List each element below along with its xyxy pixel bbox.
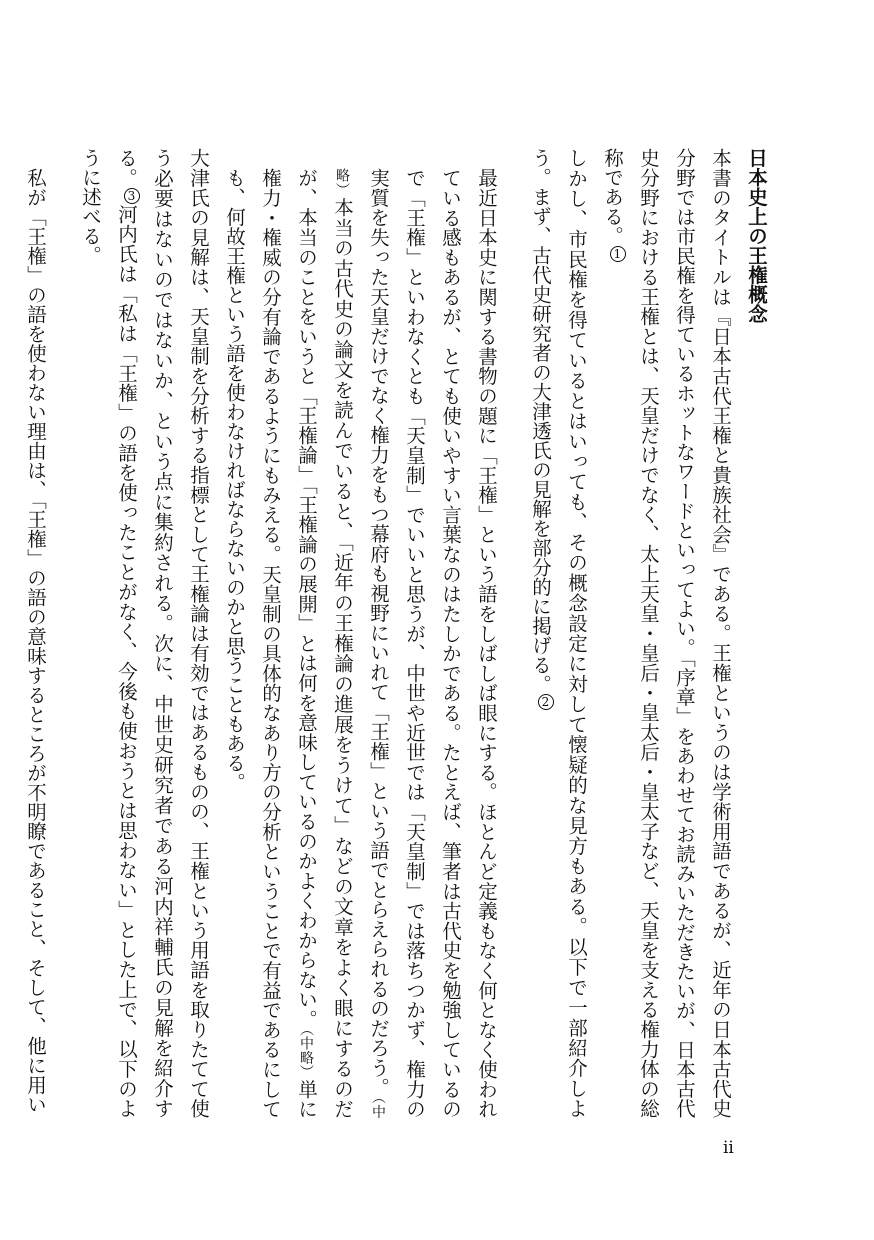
quotation-2: [17, 148, 53, 1118]
quotation-1-part-b: 本当の古代史の論文を読んでいると、「近年の王権論の進展をうけて」などの文章をよく眼にするのだが、本当のことをいうと「王権論」「王権論の展開」とは何を意味しているのかよくわからない。: [295, 167, 354, 1118]
footnote-marker-1: 1: [610, 246, 626, 262]
quotation-1-part-a: 最近日本史に関する書物の題に「王権」という語をしばしば眼にする。ほとんど定義もなく何となく使われている感もあるが、とても使いやすい言葉なのはたしかである。たとえば、筆者は古代史を勉強しているので「王権」といわなくとも「天皇制」でいいと思うが、中世や近世では「天皇制」では落ちつかず、権力の実質を失った天皇だけでなく権力をもつ幕府も視野にいれて「王権」という語でとらえられるのだろう。: [367, 167, 498, 1118]
quotation-1: [216, 148, 504, 1118]
page-number: ii: [723, 1138, 734, 1158]
section-heading: 日本史上の王権概念: [745, 148, 768, 324]
paragraph-3: [72, 148, 216, 1118]
quotation-2-text: 私が「王権」の語を使わない理由は、「王権」の語の意味するところが不明瞭であること、そして、他に用い: [24, 167, 47, 1114]
omission-marker-1: （中略）: [334, 167, 386, 1119]
paragraph-1-text: 本書のタイトルは『日本古代王権と貴族社会』である。王権というのは学術用語であるが、近年の日本古代史分野では市民権を得ているホットなワードといってよい。「序章」をあわせてお読みいただきたいが、日本古代史分野における王権とは、天皇だけでなく、太上天皇・皇后・皇太后・皇太子など、天皇を支える権力体の総称である。: [601, 148, 732, 1118]
vertical-text-body: [17, 148, 774, 1118]
paragraph-1: [594, 148, 738, 1118]
quotation-1-part-c: 単に権力・権威の分有論であるようにもみえる。天皇制の具体的なあり方の分析ということで有益であるにしても、何故王権という語を使わなければならないのかと思うこともある。: [223, 167, 318, 1119]
paragraph-3-text-b: 河内氏は「私は「王権」の語を使ったことがなく、今後も使おうとは思わない」とした上で、以下のように述べる。: [79, 148, 138, 1118]
footnote-marker-3: 3: [124, 188, 140, 204]
paragraph-2-text: しかし、市民権を得ているとはいっても、その概念設定に対して懐疑的な見方もある。以下で一部紹介しよう。まず、古代史研究者の大津透氏の見解を部分的に掲げる。: [529, 148, 588, 1118]
paragraph-3-text-a: 大津氏の見解は、天皇制を分析する指標として王権論は有効ではあるものの、王権という用語を取りたてて使う必要はないのではないか、という点に集約される。次に、中世史研究者である河内祥輔氏の見解を紹介する。: [115, 148, 210, 1118]
footnote-marker-2: 2: [538, 694, 554, 710]
paragraph-2: [522, 148, 594, 1118]
omission-marker-2: （中略）: [298, 1028, 314, 1079]
